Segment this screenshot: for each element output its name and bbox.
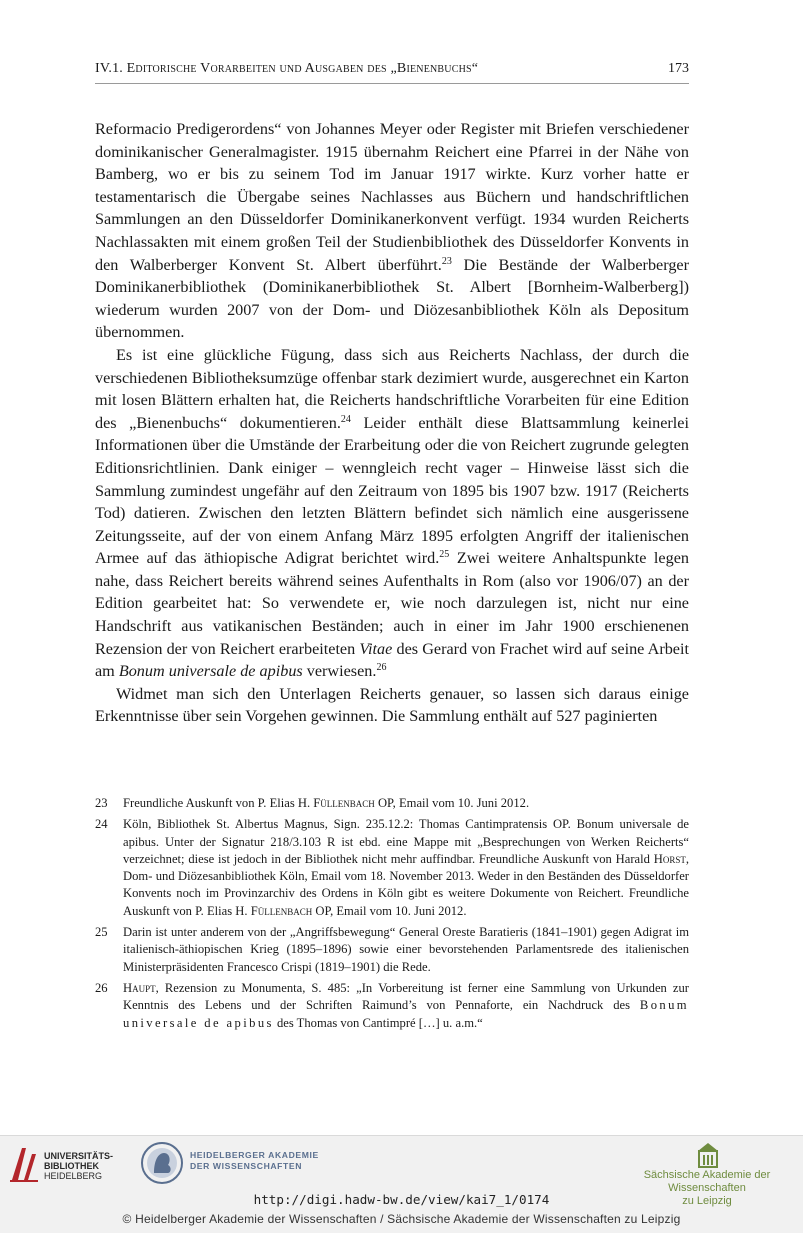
- footnotes: [95, 795, 689, 1036]
- footnote-text: [123, 816, 689, 920]
- footnote-ref-25[interactable]: 25: [439, 549, 450, 561]
- text-run: OP, Email vom 10. Juni 2012.: [374, 796, 530, 810]
- footnote-23: [95, 795, 689, 812]
- author-name: Füllenbach: [250, 903, 313, 918]
- permalink-link[interactable]: http://digi.hadw-bw.de/view/kai7_1/0174: [253, 1192, 550, 1207]
- main-text: [95, 118, 689, 728]
- text-run: Reformacio Predigerordens“ von Johannes Meyer oder Register mit Briefen verschiedener dominikanischer Generalmagister. 1915 übernahm Reichert eine Pfarrei in der Nähe von Bamberg, wo er bis zu seinem Tod im Januar 1917 wirkte. Kurz vorher hatte er testamentarisch die Übergabe seines Nachlasses aus Büchern und handschriftlichen Sammlungen an den Düsseldorfer Dominikanerkonvent verfügt. 1934 wurden Reicherts Nachlassakten mit einem großen Teil der Studienbibliothek des Düsseldorfer Konvents in den Walberberger Konvent St. Albert überführt.: [95, 120, 689, 274]
- text-run: des Thomas von Cantimpré […] u. a.m.“: [273, 1015, 483, 1030]
- text-run: , Dom- und Diözesanbibliothek Köln, Email vom 18. November 2013. Weder in den Beständen des Düsseldorfer Konvents noch im Provinzarchiv des Ordens in Köln gibt es weitere Dokumente von Reichert. Freundliche Auskunft von P. Elias H.: [123, 851, 689, 918]
- saw-line: Sächsische Akademie der Wissenschaften: [643, 1169, 771, 1194]
- permalink: [0, 1192, 803, 1207]
- hadw-line: DER WISSENSCHAFTEN: [190, 1161, 303, 1171]
- academy-seal-icon: [140, 1141, 184, 1185]
- saxon-academy-logo-icon: [696, 1141, 720, 1169]
- italic-title-vitae: Vitae: [359, 639, 393, 658]
- footnote-number: 25: [95, 925, 108, 940]
- text-run: OP, Email vom 10. Juni 2012.: [312, 903, 467, 918]
- paragraph-1: [95, 118, 689, 344]
- footnote-number: 24: [95, 817, 108, 832]
- italic-title-bonum: Bonum universale de apibus: [118, 662, 303, 681]
- text-run: Leider enthält diese Blattsammlung keinerlei Informationen über die Umstände der Erarbeitung oder die von Reichert zugrunde gelegten Editionsrichtlinien. Dank einiger – wenngleich recht vager – Hinweise lässt sich die Sammlung zumindest ungefähr auf den Zeitraum von 1895 bis 1907 bzw. 1917 (Reicherts Tod) datieren. Zwischen den letzten Blättern befindet sich nämlich eine ausgerissene Zeitungsseite, auf der von einem Anfang März 1895 erfolgten Angriff der italienischen Armee auf das äthiopische Adigrat berichtet wird.: [95, 413, 689, 568]
- university-library-name: [44, 1151, 113, 1181]
- text-run: Zwei weitere Anhaltspunkte legen nahe, dass Reichert bereits während seines Aufenthalts in Rom (also vor 1906/07) an der Edition gearbeitet hat: So verwendete er, wie noch darzulegen ist, nicht nur eine Handschrift aus vatikanischen Beständen; auch in einer im Jahr 1900 erschienenen Rezension der von Reichert erarbeiteten: [95, 549, 689, 658]
- footnote-text: Darin ist unter anderem von der „Angriffsbewegung“ General Oreste Baratieris (1841–1901) gegen Adigrat im italienisch-äthiopischen Krieg (1895–1896) sowie einer bevorstehenden Parlamentsrede des italienischen Ministerpräsidenten Francesco Crispi (1819–1901) die Rede.: [123, 925, 689, 974]
- footnote-number: 26: [95, 980, 108, 995]
- paragraph-2: [95, 344, 689, 683]
- running-header: [95, 61, 689, 84]
- saw-line: zu Leipzig: [682, 1195, 732, 1207]
- footnote-ref-24[interactable]: 24: [340, 413, 351, 425]
- text-run: Köln, Bibliothek St. Albertus Magnus, Sign. 235.12.2: Thomas Cantimpratensis OP. Bonum universale de apibus. Unter der Signatur 218/3.103 R ist ebd. eine Mappe mit „Besprechungen von Werken Reicherts“ verzeichnet; diese ist jedoch in der Bibliothek nicht mehr auffindbar. Freundliche Auskunft von Harald: [123, 817, 689, 866]
- university-library-logo-icon: [8, 1144, 40, 1184]
- author-name: Füllenbach: [313, 796, 375, 810]
- footnote-26: [95, 980, 689, 1032]
- footnote-24: [95, 816, 689, 920]
- author-name: Horst: [653, 851, 686, 866]
- footnote-text: [123, 980, 689, 1032]
- footnote-ref-23[interactable]: 23: [441, 255, 452, 267]
- page-number: 173: [668, 61, 689, 76]
- text-run: Die Bestände der Walberberger Dominikanerbibliothek (Dominikanerbibliothek St. Albert [Bornheim-Walberberg]) wiederum wurden 2007 von der Dom- und Diözesanbibliothek Köln als Depositum übernommen.: [95, 255, 689, 342]
- running-title: IV.1. Editorische Vorarbeiten und Ausgaben des „Bienenbuchs“: [95, 61, 479, 76]
- footnote-number: 23: [95, 796, 108, 810]
- ub-line: HEIDELBERG: [44, 1171, 103, 1181]
- heidelberg-academy-name: [190, 1150, 319, 1172]
- ub-line: UNIVERSITÄTS-: [44, 1151, 114, 1161]
- footnote-text: [123, 795, 689, 812]
- text-run: Freundliche Auskunft von P. Elias H.: [123, 796, 314, 810]
- hadw-line: HEIDELBERGER AKADEMIE: [190, 1150, 319, 1160]
- footnote-25: [95, 924, 689, 976]
- text-run: des Gerard von Frachet wird auf seine Arbeit am: [95, 639, 689, 681]
- footnote-ref-26[interactable]: 26: [376, 662, 387, 674]
- copyright-notice: © Heidelberger Akademie der Wissenschaften / Sächsische Akademie der Wissenschaften zu Leipzig: [122, 1212, 681, 1226]
- spaced-title: Bonum universale de apibus: [123, 998, 689, 1030]
- text-run: Es ist eine glückliche Fügung, dass sich aus Reicherts Nachlass, der durch die verschiedenen Bibliotheksumzüge offenbar stark dezimiert wurde, ausgerechnet ein Karton mit losen Blättern erhalten hat, die Reicherts handschriftliche Vorarbeiten für eine Edition des „Bienenbuchs“ dokumentieren.: [95, 345, 689, 432]
- paragraph-3: Widmet man sich den Unterlagen Reicherts genauer, so lassen sich daraus einige Erkenntnisse über sein Vorgehen gewinnen. Die Sammlung enthält auf 527 paginierten: [95, 684, 689, 726]
- text-run: verwiesen.: [302, 662, 377, 681]
- text-run: , Rezension zu Monumenta, S. 485: „In Vorbereitung ist ferner eine Sammlung von Urkunden zur Kenntnis des Lebens und der Schriften Raimund’s von Pennaforte, ein Nachdruck des: [123, 980, 689, 1013]
- ub-line: BIBLIOTHEK: [44, 1161, 99, 1171]
- author-name: Haupt: [123, 980, 156, 995]
